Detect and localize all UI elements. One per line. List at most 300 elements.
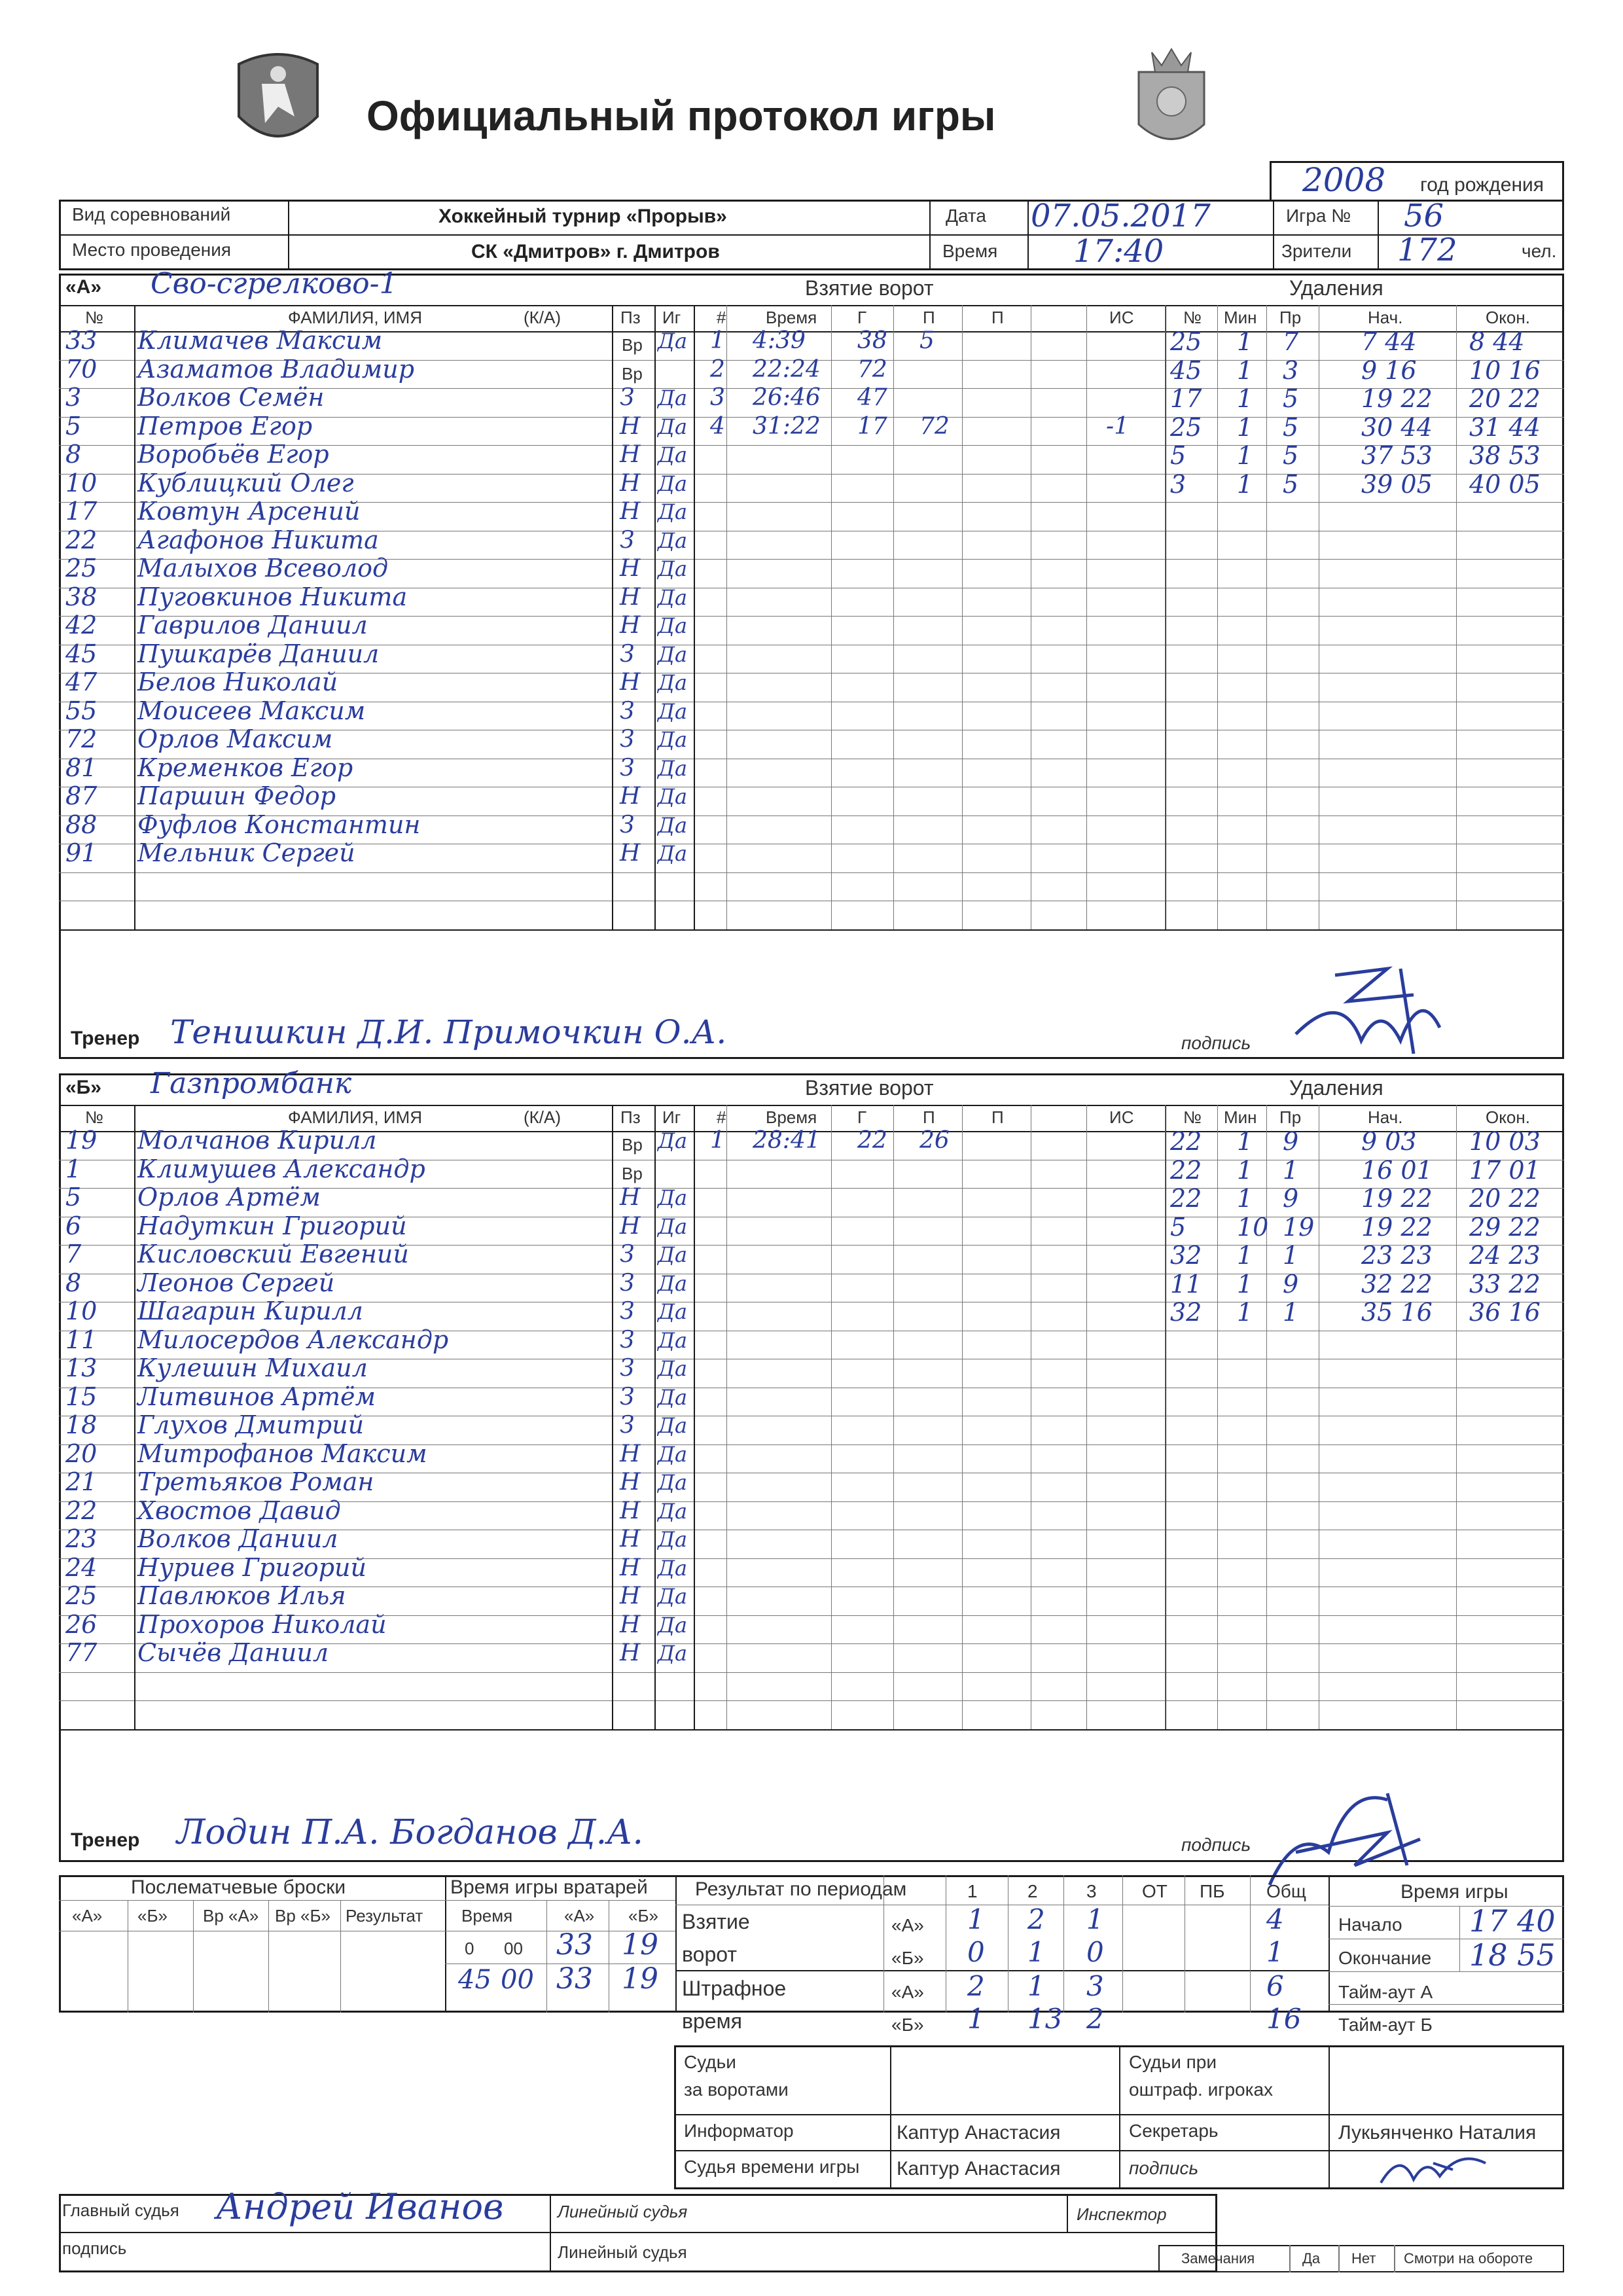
player-pz: Н: [620, 1583, 641, 1609]
player-num: 21: [65, 1467, 98, 1496]
header-goals-title: Взятие ворот: [805, 276, 934, 300]
table-row: [59, 583, 1564, 611]
penalty-end: 29 22: [1469, 1212, 1541, 1242]
table-row: [59, 696, 1564, 725]
penalty-min: 1: [1237, 1155, 1253, 1185]
player-ig: Да: [658, 499, 688, 524]
player-num: 5: [65, 1183, 82, 1211]
header-g-p1: П: [923, 308, 935, 327]
player-pz: З: [620, 811, 635, 838]
goals-label-2: ворот: [682, 1943, 737, 1966]
player-ig: Да: [658, 613, 688, 638]
player-num: 38: [65, 582, 98, 611]
penalty-start: 9 03: [1361, 1127, 1417, 1156]
shootout-a: «А»: [72, 1906, 103, 1926]
player-num: 10: [65, 468, 98, 497]
period-value: 1: [1027, 1970, 1045, 2002]
goals-label-1: Взятие: [682, 1910, 750, 1933]
player-name: Мельник Сергей: [137, 838, 355, 867]
player-ig: Да: [658, 528, 688, 553]
penalty-min: 1: [1237, 412, 1253, 442]
player-ig: Да: [658, 1299, 688, 1324]
header-ig: Иг: [662, 308, 681, 327]
player-ig: Да: [658, 1470, 688, 1495]
player-name: Волков Семён: [137, 383, 325, 412]
penalty-code: 9: [1283, 1184, 1299, 1213]
player-pz: Н: [620, 1611, 641, 1638]
sign2-label: подпись: [62, 2238, 127, 2258]
player-name: Милосердов Александр: [137, 1325, 449, 1354]
goal-assist1: 26: [919, 1127, 950, 1154]
penalty-row: [1165, 327, 1564, 356]
goal-row: [694, 413, 1165, 442]
penalty-start: 19 22: [1361, 1184, 1433, 1213]
penalty-row: [1165, 384, 1564, 413]
player-name: Прохоров Николай: [137, 1609, 387, 1639]
penalty-min: 1: [1237, 1184, 1253, 1213]
federation-logo: [232, 45, 324, 156]
penalty-num: 11: [1170, 1269, 1202, 1299]
player-pz: Вр: [622, 1163, 643, 1183]
player-num: 88: [65, 810, 98, 839]
header-g-is: ИС: [1109, 308, 1134, 327]
player-num: 19: [65, 1126, 98, 1155]
player-name: Волков Даниил: [137, 1524, 338, 1553]
table-row: [59, 668, 1564, 696]
penalty-code: 7: [1283, 327, 1299, 356]
header-g-is: ИС: [1109, 1107, 1134, 1127]
penalty-end: 10 16: [1469, 355, 1541, 385]
team-b-coach-label: Тренер: [71, 1829, 140, 1851]
penalty-end: 31 44: [1469, 412, 1541, 442]
period-value: 16: [1266, 2003, 1302, 2035]
header-g-p1: П: [923, 1107, 935, 1127]
timeout-a-label: Тайм-аут А: [1338, 1982, 1433, 2002]
penalty-min: 1: [1237, 1269, 1253, 1299]
player-ig: Да: [658, 1213, 688, 1239]
linesman2-label: Линейный судья: [558, 2242, 687, 2262]
penalty-end: 40 05: [1469, 469, 1541, 499]
goalie-row2-b: 19: [622, 1962, 658, 1996]
player-num: 8: [65, 440, 82, 469]
spectators-value: 172: [1397, 232, 1457, 268]
penalty-start: 23 23: [1361, 1241, 1433, 1270]
player-pz: З: [620, 384, 635, 411]
player-pz: З: [620, 1326, 635, 1354]
table-row: [59, 1325, 1564, 1354]
main-ref-label: Главный судья: [62, 2200, 179, 2220]
goal-scorer: 47: [857, 384, 887, 411]
player-ig: Да: [658, 1413, 688, 1438]
goal-time: 31:22: [753, 412, 821, 440]
team-a-coach-value: Тенишкин Д.И. Примочкин О.А.: [170, 1013, 727, 1051]
linesman1-label: Линейный судья: [558, 2202, 688, 2221]
team-a-signature: [1283, 962, 1453, 1060]
player-ig: Да: [658, 841, 688, 866]
player-num: 13: [65, 1354, 98, 1382]
penalty-min: 1: [1237, 355, 1253, 385]
goalie-row2-sec: 00: [501, 1965, 534, 1995]
goalie-time-col: Время: [461, 1906, 513, 1926]
player-num: 81: [65, 753, 98, 782]
penalty-num: 45: [1170, 355, 1202, 385]
main-ref-value: Андрей Иванов: [216, 2186, 504, 2227]
team-a-letter: «А»: [65, 276, 102, 298]
player-name: Павлюков Илья: [137, 1581, 346, 1610]
period-team-label: «А»: [891, 1915, 924, 1935]
penalty-num: 25: [1170, 327, 1202, 356]
penalty-code: 1: [1283, 1155, 1299, 1185]
penalty-code: 1: [1283, 1241, 1299, 1270]
player-pz: Вр: [622, 363, 643, 384]
player-ig: Да: [658, 1384, 688, 1410]
table-row: [59, 1439, 1564, 1468]
period-team-label: «Б»: [891, 1948, 924, 1968]
header-ka: (К/А): [524, 1107, 562, 1127]
player-num: 25: [65, 1581, 98, 1610]
header-p-start: Нач.: [1368, 1107, 1403, 1127]
goal-scorer: 38: [857, 327, 887, 354]
coat-of-arms-logo: [1122, 46, 1221, 157]
game-end-label: Окончание: [1338, 1948, 1432, 1968]
venue-label: Место проведения: [72, 240, 232, 260]
time-value: 17:40: [1073, 233, 1164, 270]
player-pz: З: [620, 1269, 635, 1297]
game-start-label: Начало: [1338, 1914, 1402, 1935]
penalty-num: 3: [1170, 469, 1186, 499]
penalty-row: [1165, 413, 1564, 442]
penalty-min: 1: [1237, 1241, 1253, 1270]
goalie-row1-a: 33: [556, 1928, 593, 1962]
player-name: Азаматов Владимир: [137, 354, 415, 384]
header-p-min: Мин: [1224, 308, 1257, 327]
player-name: Кулешин Михаил: [137, 1354, 368, 1382]
goal-row: [694, 327, 1165, 356]
shootout-result: Результат: [346, 1906, 423, 1926]
period-value: 0: [967, 1936, 985, 1968]
table-row: [59, 1496, 1564, 1525]
goal-time: 26:46: [753, 384, 821, 411]
date-value: 07.05.2017: [1031, 198, 1211, 234]
player-name: Пуговкинов Никита: [137, 582, 408, 611]
header-num: №: [85, 1107, 103, 1127]
penalty-num: 5: [1170, 1212, 1186, 1242]
period-value: 6: [1266, 1970, 1284, 2002]
secretary-signature: [1374, 2144, 1492, 2189]
player-name: Белов Николай: [137, 668, 338, 696]
team-a-name: Сво-сгрелково-1: [151, 267, 398, 300]
goal-num: 4: [710, 412, 725, 440]
penalty-num: 22: [1170, 1127, 1202, 1156]
goalie-row1-min: 0: [465, 1939, 474, 1958]
goal-scorer: 22: [857, 1127, 887, 1154]
player-pz: З: [620, 1241, 635, 1268]
officials-sign-label: подпись: [1129, 2158, 1199, 2178]
spectators-unit: чел.: [1522, 241, 1557, 261]
goal-time: 28:41: [753, 1127, 821, 1154]
competition-value: Хоккейный турнир «Прорыв»: [438, 206, 727, 227]
header-ka: (К/А): [524, 308, 562, 327]
player-ig: Да: [658, 1356, 688, 1381]
player-name: Малыхов Всеволод: [137, 554, 389, 583]
goal-scorer: 17: [857, 412, 887, 440]
player-num: 6: [65, 1211, 82, 1240]
birth-year-value: 2008: [1302, 161, 1386, 199]
goal-judges-label: Судьи за воротами: [684, 2052, 789, 2100]
penalty-num: 32: [1170, 1241, 1202, 1270]
date-label: Дата: [946, 206, 987, 226]
goal-scorer: 72: [857, 355, 887, 383]
player-pz: З: [620, 726, 635, 753]
penalty-code: 5: [1283, 384, 1299, 413]
team-a-coach-label: Тренер: [71, 1028, 140, 1049]
remarks-no: Нет: [1351, 2250, 1376, 2267]
game-end-value: 18 55: [1469, 1937, 1556, 1973]
penalty-min: 1: [1237, 1298, 1253, 1327]
player-pz: Н: [620, 1640, 641, 1666]
player-num: 15: [65, 1382, 98, 1411]
player-pz: З: [620, 640, 635, 668]
player-ig: Да: [658, 442, 688, 467]
player-num: 77: [65, 1638, 98, 1667]
player-num: 47: [65, 668, 98, 696]
player-num: 33: [65, 326, 98, 355]
header-p-start: Нач.: [1368, 308, 1403, 327]
period-team-label: «А»: [891, 1982, 924, 2002]
period-col-header: 3: [1086, 1881, 1097, 1901]
player-pz: Н: [620, 783, 641, 810]
player-pz: Н: [620, 441, 641, 468]
time-label: Время: [942, 241, 998, 261]
player-ig: Да: [658, 755, 688, 781]
player-pz: Н: [620, 498, 641, 525]
timekeeper-label: Судья времени игры: [684, 2157, 860, 2177]
penalty-start: 32 22: [1361, 1269, 1433, 1299]
table-row: [59, 781, 1564, 810]
penalty-code: 19: [1283, 1212, 1315, 1242]
header-name: ФАМИЛИЯ, ИМЯ: [288, 308, 422, 327]
penalty-num: 22: [1170, 1184, 1202, 1213]
penalty-code: 5: [1283, 469, 1299, 499]
player-num: 91: [65, 838, 98, 867]
shootout-vr-b: Вр «Б»: [275, 1906, 331, 1926]
periods-title: Результат по периодам: [695, 1878, 907, 1900]
period-value: 3: [1086, 1970, 1104, 2002]
header-g-p2: П: [991, 308, 1004, 327]
player-name: Третьяков Роман: [137, 1467, 374, 1496]
penalty-row: [1165, 1298, 1564, 1327]
player-pz: Н: [620, 840, 641, 867]
player-ig: Да: [658, 1185, 688, 1210]
goalie-time-title: Время игры вратарей: [450, 1876, 648, 1898]
player-num: 8: [65, 1268, 82, 1297]
penalty-row: [1165, 470, 1564, 499]
penalty-row: [1165, 441, 1564, 470]
secretary-value: Лукьянченко Наталия: [1338, 2122, 1537, 2144]
goal-situation: -1: [1106, 412, 1130, 440]
player-num: 17: [65, 497, 98, 526]
table-row: [59, 1467, 1564, 1496]
player-name: Митрофанов Максим: [137, 1439, 427, 1468]
period-value: 2: [1086, 2003, 1104, 2035]
player-pz: Н: [620, 1440, 641, 1467]
player-name: Глухов Дмитрий: [137, 1410, 365, 1439]
player-num: 23: [65, 1524, 98, 1553]
penalty-start: 19 22: [1361, 384, 1433, 413]
player-pz: З: [620, 1412, 635, 1439]
penalty-start: 16 01: [1361, 1155, 1433, 1185]
penalty-row: [1165, 1156, 1564, 1185]
shootout-b: «Б»: [137, 1906, 168, 1926]
period-value: 1: [967, 1903, 985, 1935]
player-pz: Н: [620, 612, 641, 639]
player-num: 11: [65, 1325, 98, 1354]
goal-assist1: 5: [919, 327, 935, 354]
penalty-min: 1: [1237, 441, 1253, 470]
header-p-end: Окон.: [1486, 308, 1530, 327]
player-pz: З: [620, 526, 635, 554]
header-g-g: Г: [857, 308, 867, 327]
player-ig: Да: [658, 584, 688, 610]
player-ig: Да: [658, 556, 688, 581]
penalty-num: 32: [1170, 1298, 1202, 1327]
penalty-start: 35 16: [1361, 1298, 1433, 1327]
period-col-header: 1: [967, 1881, 978, 1901]
penalty-start: 9 16: [1361, 355, 1417, 385]
goal-row: [694, 356, 1165, 385]
player-name: Фуфлов Константин: [137, 810, 421, 839]
table-row: [59, 611, 1564, 639]
header-name: ФАМИЛИЯ, ИМЯ: [288, 1107, 422, 1127]
player-pz: Вр: [622, 335, 643, 355]
table-row: [59, 1410, 1564, 1439]
player-num: 7: [65, 1240, 82, 1268]
table-row: [59, 1354, 1564, 1382]
player-num: 10: [65, 1297, 98, 1325]
penalty-code: 5: [1283, 441, 1299, 470]
penalty-num: 25: [1170, 412, 1202, 442]
penalty-code: 1: [1283, 1298, 1299, 1327]
header-p-num: №: [1183, 308, 1202, 327]
goal-row: [694, 384, 1165, 413]
player-name: Петров Егор: [137, 411, 313, 440]
player-ig: Да: [658, 1641, 688, 1666]
penalty-num: 17: [1170, 384, 1202, 413]
player-name: Сычёв Даниил: [137, 1638, 329, 1667]
player-name: Хвостов Давид: [137, 1496, 341, 1525]
pen-label-2: время: [682, 2009, 742, 2033]
penalty-start: 37 53: [1361, 441, 1433, 470]
team-b-letter: «Б»: [65, 1077, 101, 1098]
team-b-signature: [1257, 1774, 1440, 1892]
player-name: Леонов Сергей: [137, 1268, 335, 1297]
goalie-row1-b: 19: [622, 1928, 658, 1962]
player-name: Воробьёв Егор: [137, 440, 329, 469]
goal-num: 1: [710, 1127, 725, 1154]
player-num: 24: [65, 1552, 98, 1582]
player-ig: Да: [658, 1270, 688, 1296]
player-name: Кублицкий Олег: [137, 468, 354, 497]
player-name: Орлов Артём: [137, 1183, 321, 1211]
penalty-end: 24 23: [1469, 1241, 1541, 1270]
header-pen-title: Удаления: [1289, 276, 1383, 300]
player-name: Ковтун Арсений: [137, 497, 361, 526]
penalty-end: 8 44: [1469, 327, 1525, 356]
penalty-row: [1165, 1213, 1564, 1242]
player-ig: Да: [658, 471, 688, 496]
shootout-title: Послематчевые броски: [131, 1876, 346, 1898]
goal-num: 2: [710, 355, 725, 383]
player-num: 87: [65, 781, 98, 810]
period-value: 1: [1027, 1936, 1045, 1968]
penalty-min: 1: [1237, 327, 1253, 356]
period-value: 1: [967, 2003, 985, 2035]
goal-assist1: 72: [919, 412, 950, 440]
player-name: Пушкарёв Даниил: [137, 639, 380, 668]
page-title: Официальный протокол игры: [366, 92, 996, 139]
period-value: 13: [1027, 2003, 1063, 2035]
player-pz: Н: [620, 555, 641, 582]
player-pz: Н: [620, 1526, 641, 1552]
player-ig: Да: [658, 1441, 688, 1467]
penalty-row: [1165, 1270, 1564, 1299]
player-name: Нуриев Григорий: [137, 1552, 366, 1582]
period-col-header: ПБ: [1200, 1881, 1225, 1901]
table-row: [59, 1553, 1564, 1582]
period-value: 2: [1027, 1903, 1045, 1935]
player-num: 5: [65, 411, 82, 440]
period-value: 1: [1086, 1903, 1104, 1935]
player-num: 22: [65, 1496, 98, 1525]
player-name: Молчанов Кирилл: [137, 1126, 377, 1155]
penalty-end: 36 16: [1469, 1298, 1541, 1327]
goalie-row1-sec: 00: [504, 1939, 523, 1958]
penalty-row: [1165, 1241, 1564, 1270]
header-goals-title: Взятие ворот: [805, 1076, 934, 1100]
goalie-row2-min: 45: [458, 1965, 491, 1995]
table-row: [59, 554, 1564, 583]
player-name: Климачев Максим: [137, 326, 383, 355]
player-pz: Н: [620, 469, 641, 497]
table-row: [59, 838, 1564, 867]
player-ig: Да: [658, 698, 688, 724]
table-row: [59, 497, 1564, 526]
table-row: [59, 1581, 1564, 1610]
penalty-start: 7 44: [1361, 327, 1417, 356]
player-name: Орлов Максим: [137, 725, 333, 753]
header-pz: Пз: [620, 308, 641, 327]
header-ig: Иг: [662, 1107, 681, 1127]
team-b-coach-value: Лодин П.А. Богданов Д.А.: [177, 1813, 644, 1852]
header-p-num: №: [1183, 1107, 1202, 1127]
player-pz: З: [620, 697, 635, 725]
penalty-code: 9: [1283, 1127, 1299, 1156]
informer-label: Информатор: [684, 2121, 794, 2141]
player-name: Кисловский Евгений: [137, 1240, 409, 1268]
player-num: 45: [65, 639, 98, 668]
game-label: Игра №: [1286, 206, 1351, 226]
player-num: 72: [65, 725, 98, 753]
player-num: 25: [65, 554, 98, 583]
penalty-start: 19 22: [1361, 1212, 1433, 1242]
shootout-vr-a: Вр «А»: [203, 1906, 259, 1926]
remarks-label: Замечания: [1181, 2250, 1255, 2267]
table-row: [59, 1524, 1564, 1553]
remarks-yes: Да: [1302, 2250, 1321, 2267]
player-pz: Н: [620, 1497, 641, 1524]
player-pz: З: [620, 1298, 635, 1325]
player-ig: Да: [658, 1128, 688, 1153]
